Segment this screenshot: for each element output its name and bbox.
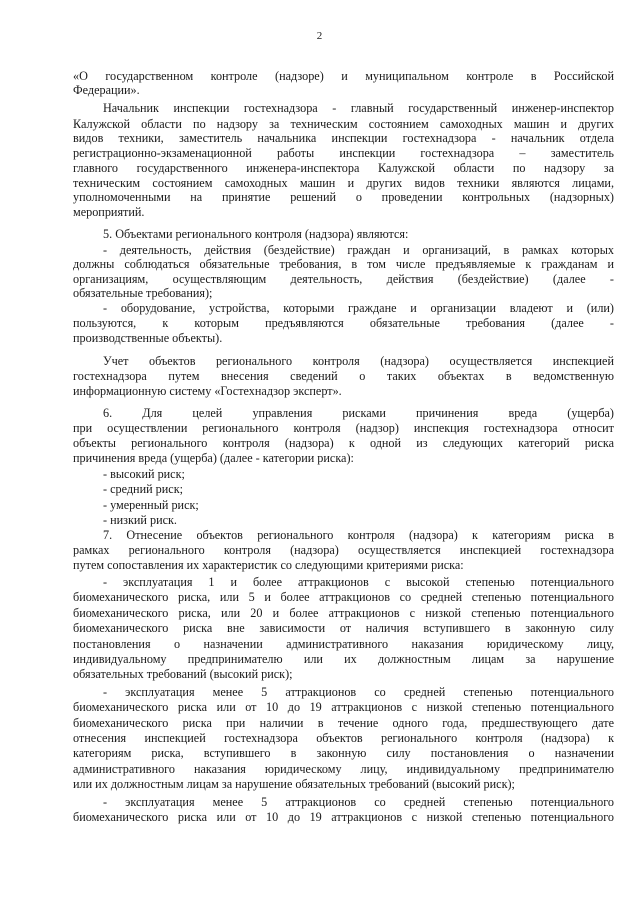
text-line: 7. Отнесение объектов регионального контроля (надзора) к категориям риска в [103,528,614,542]
page-number: 2 [316,30,323,42]
text-line: Калужской области по надзору за техническим состоянием самоходных машин и других [73,117,614,131]
text-line: при осуществлении регионального контроля (надзор) инспекция гостехнадзора относит [73,421,614,435]
text-line: видов техники, заместитель начальника инспекции гостехнадзора - начальник отдела [73,131,614,145]
text-line: - оборудование, устройства, которыми граждане и организации владеют и (или) [103,301,614,315]
text-line: индивидуальному предпринимателю или их должностным лицам за нарушение [73,652,614,666]
text-line: путем сопоставления их характеристик со следующими критериями риска: [73,558,464,572]
text-line: объекты регионального контроля (надзора) к одной из следующих категорий риска [73,436,614,450]
text-line: рамках регионального контроля (надзора) осуществляется инспекцией гостехнадзора [73,543,614,557]
text-line: биомеханического риска вне зависимости от наличия вступившего в законную силу [73,621,614,635]
text-line: биомеханического риска или от 10 до 19 аттракционов с низкой степенью потенциального [73,810,614,824]
text-line: отнесения инспекцией гостехнадзора объектов регионального контроля (надзора) к [73,731,614,745]
text-line: или их должностным лицам за нарушение обязательных требований (высокий риск); [73,777,515,791]
text-line: - эксплуатация менее 5 аттракционов со средней степенью потенциального [103,685,614,699]
text-line: биомеханического риска при наличии в течение одного года, предшествующего дате [73,716,614,730]
text-line: информационную систему «Гостехнадзор эксперт». [73,384,342,398]
text-line: - высокий риск; [103,467,185,481]
text-line: - средний риск; [103,482,184,496]
text-line: уполномоченными на принятие решений о проведении контрольных (надзорных) [73,190,614,204]
text-line: гостехнадзора путем внесения сведений о таких объектах в ведомственную [73,369,614,383]
text-line: пользуются, к которым предъявляются обязательные требования (далее - [73,316,614,330]
text-line: административного наказания юридическому лицу, индивидуальному предпринимателю [73,762,614,776]
text-line: 6. Для целей управления рисками причинения вреда (ущерба) [103,406,614,420]
text-line: обязательные требования); [73,286,213,300]
text-line: организациям, осуществляющим деятельность, действия (бездействие) (далее - [73,272,614,286]
text-line: Учет объектов регионального контроля (надзора) осуществляется инспекцией [103,354,614,368]
text-line: - деятельность, действия (бездействие) граждан и организаций, в рамках которых [103,243,614,257]
text-line: Федерации». [73,83,140,97]
text-line: мероприятий. [73,205,145,219]
text-line: обязательных требований (высокий риск); [73,667,293,681]
text-line: - низкий риск. [103,513,177,527]
text-line: должны соблюдаться обязательные требования, в том числе предъявляемые к гражданам и [73,257,614,271]
text-line: биомеханического риска, или 20 и более аттракционов с низкой степенью потенциального [73,606,614,620]
text-line: главного государственного инженера-инспектора Калужской области по надзору за [73,161,614,175]
text-line: производственные объекты). [73,331,223,345]
text-line: - эксплуатация 1 и более аттракционов с высокой степенью потенциального [103,575,614,589]
text-line: регистрационно-экзаменационной работы инспекции гостехнадзора – заместитель [73,146,614,160]
text-line: биомеханического риска или от 10 до 19 аттракционов с низкой степенью потенциального [73,700,614,714]
text-line: техническим состоянием самоходных машин и других видов техники являются лицами, [73,176,614,190]
text-line: причинения вреда (ущерба) (далее - категории риска): [73,451,354,465]
text-line: 5. Объектами регионального контроля (надзора) являются: [103,227,409,241]
text-line: Начальник инспекции гостехнадзора - главный государственный инженер-инспектор [103,101,614,115]
text-line: «О государственном контроле (надзоре) и муниципальном контроле в Российской [73,69,614,83]
text-line: - умеренный риск; [103,498,199,512]
text-line: биомеханического риска, или 5 и более аттракционов со средней степенью потенциального [73,590,614,604]
text-line: постановления о назначении административного наказания юридическому лицу, [73,637,614,651]
text-line: категориям риска, вступившего в законную силу постановления о назначении [73,746,614,760]
text-line: - эксплуатация менее 5 аттракционов со средней степенью потенциального [103,795,614,809]
